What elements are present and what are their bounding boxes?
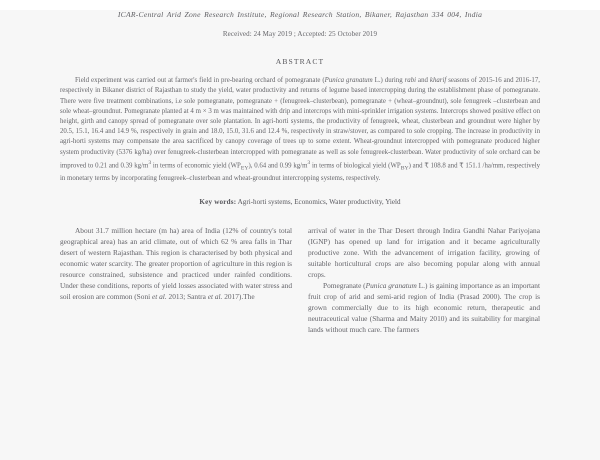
keywords-line — [60, 198, 540, 206]
document-page — [0, 10, 600, 460]
abstract-text-6: ), 0.64 and 0.99 kg/m — [248, 162, 308, 170]
left-column-paragraph-1 — [60, 225, 292, 302]
citation-et-al-1: et al. — [152, 291, 167, 301]
superscript-cubic-1: 3 — [148, 159, 152, 166]
right-p2-text-2: L.) is gaining importance as an important fruit crop of arid and semi-arid region of India (Prasad 2000). The crop is grown commercially due to its high economic return, therapeutic and neutraceutical value (Sharma and Maity 2010) and its suitability for marginal lands without much care. The farmers — [308, 280, 541, 334]
species-name-punica-granatum-2: Punica granatum — [365, 280, 417, 290]
intro-right-column — [308, 225, 540, 335]
author-affiliation: ICAR-Central Arid Zone Research Institute, Regional Research Station, Bikaner, Rajasthan 334 004, India — [117, 10, 483, 19]
abstract-text-3: and — [416, 77, 430, 85]
keywords-value: Agri-horti systems, Economics, Water productivity, Yield — [236, 197, 401, 206]
right-column-paragraph-1: arrival of water in the Thar Desert through Indira Gandhi Nahar Pariyojana (IGNP) has opened up land for irrigation and it became agriculturally productive zone. With the advancement of irrigation facility, growing of suitable horticultural crops are also becoming popular along with annual crops. — [308, 225, 540, 279]
received-accepted-line: Received: 24 May 2019 ; Accepted: 25 October 2019 — [222, 30, 378, 39]
subscript-ey: EY — [240, 165, 249, 172]
right-p2-text-1: Pomegranate ( — [323, 280, 366, 290]
right-column-paragraph-2 — [308, 280, 540, 335]
abstract-text-4: seasons of 2015-16 and 2016-17, respectively in Bikaner district of Rajasthan to study the yield, water productivity and returns of legume based intercropping during the establishment phase of pomegranate. There were five treatment combinations, i.e sole pomegranate, pomegranate + (fenugreek–clusterbean), pomegranate + (wheat–groundnut), sole fenugreek –clusterbean and sole wheat–groundnut. Pomegranate planted at 4 m × 3 m was maintained with drip and intercrops with mini-sprinkler irrigation systems. Intercrops showed positive effect on height, girth and canopy spread of pomegranate over sole plantation. In agri-horti systems, the productivity of fenugreek, wheat, clusterbean and groundnut were higher by 20.5, 15.1, 16.4 and 14.9 %, respectively in grain and 18.0, 15.0, 31.6 and 12.4 %, respectively in straw/stover, as compared to sole cropping. The increase in productivity in agri-horti systems may compensate the area sacrificed by canopy coverage of trees up to some extent. Wheat-groundnut intercropped with pomegranate produced higher system productivity (5376 kg/ha) over fenugreek-clusterbean intercropped with pomegranate as well as sole fenugreek-clusterbean. Water productivity of sole orchard can be improved to 0.21 and 0.39 kg/m — [60, 77, 540, 170]
species-name-punica-granatum: Punica granatum — [324, 77, 373, 85]
intro-left-column — [60, 225, 292, 335]
abstract-heading: ABSTRACT — [275, 57, 325, 67]
subscript-by: BY — [400, 165, 409, 172]
abstract-body — [60, 76, 540, 184]
abstract-text-5: in terms of economic yield (WP — [151, 162, 241, 170]
season-kharif: kharif — [429, 77, 447, 85]
abstract-text-7: in terms of biological yield (WP — [310, 162, 401, 170]
abstract-text-8: ) and ₹ 108.8 and ₹ 151.1 /ha/mm, respectively in monetary terms by incorporating fenugreek–clusterbean and wheat-groundnut intercropping systems, respectively. — [60, 162, 541, 182]
left-p1-text-3: 2017).The — [222, 291, 255, 301]
season-rabi: rabi — [404, 77, 417, 85]
intro-two-column-layout — [60, 225, 540, 335]
citation-et-al-2: et al. — [207, 291, 223, 301]
left-p1-text-1: About 31.7 million hectare (m ha) area of India (12% of country's total geographical area) has an arid climate, out of which 62 % area falls in Thar desert of western Rajasthan. This region is characterised by both physical and economic water scarcity. The greater proportion of agriculture in this region is resource constrained, subsistence and practiced under rainfed conditions. Under these conditions, reports of yield losses associated with water stress and soil erosion are common (Soni — [60, 225, 292, 301]
superscript-cubic-2: 3 — [307, 159, 311, 166]
keywords-label: Key words: — [199, 197, 237, 206]
abstract-text-1: Field experiment was carried out at farmer's field in pre-bearing orchard of pomegranate ( — [75, 77, 325, 85]
abstract-text-2: L.) during — [372, 77, 405, 85]
left-p1-text-2: 2013; Santra — [166, 291, 208, 301]
